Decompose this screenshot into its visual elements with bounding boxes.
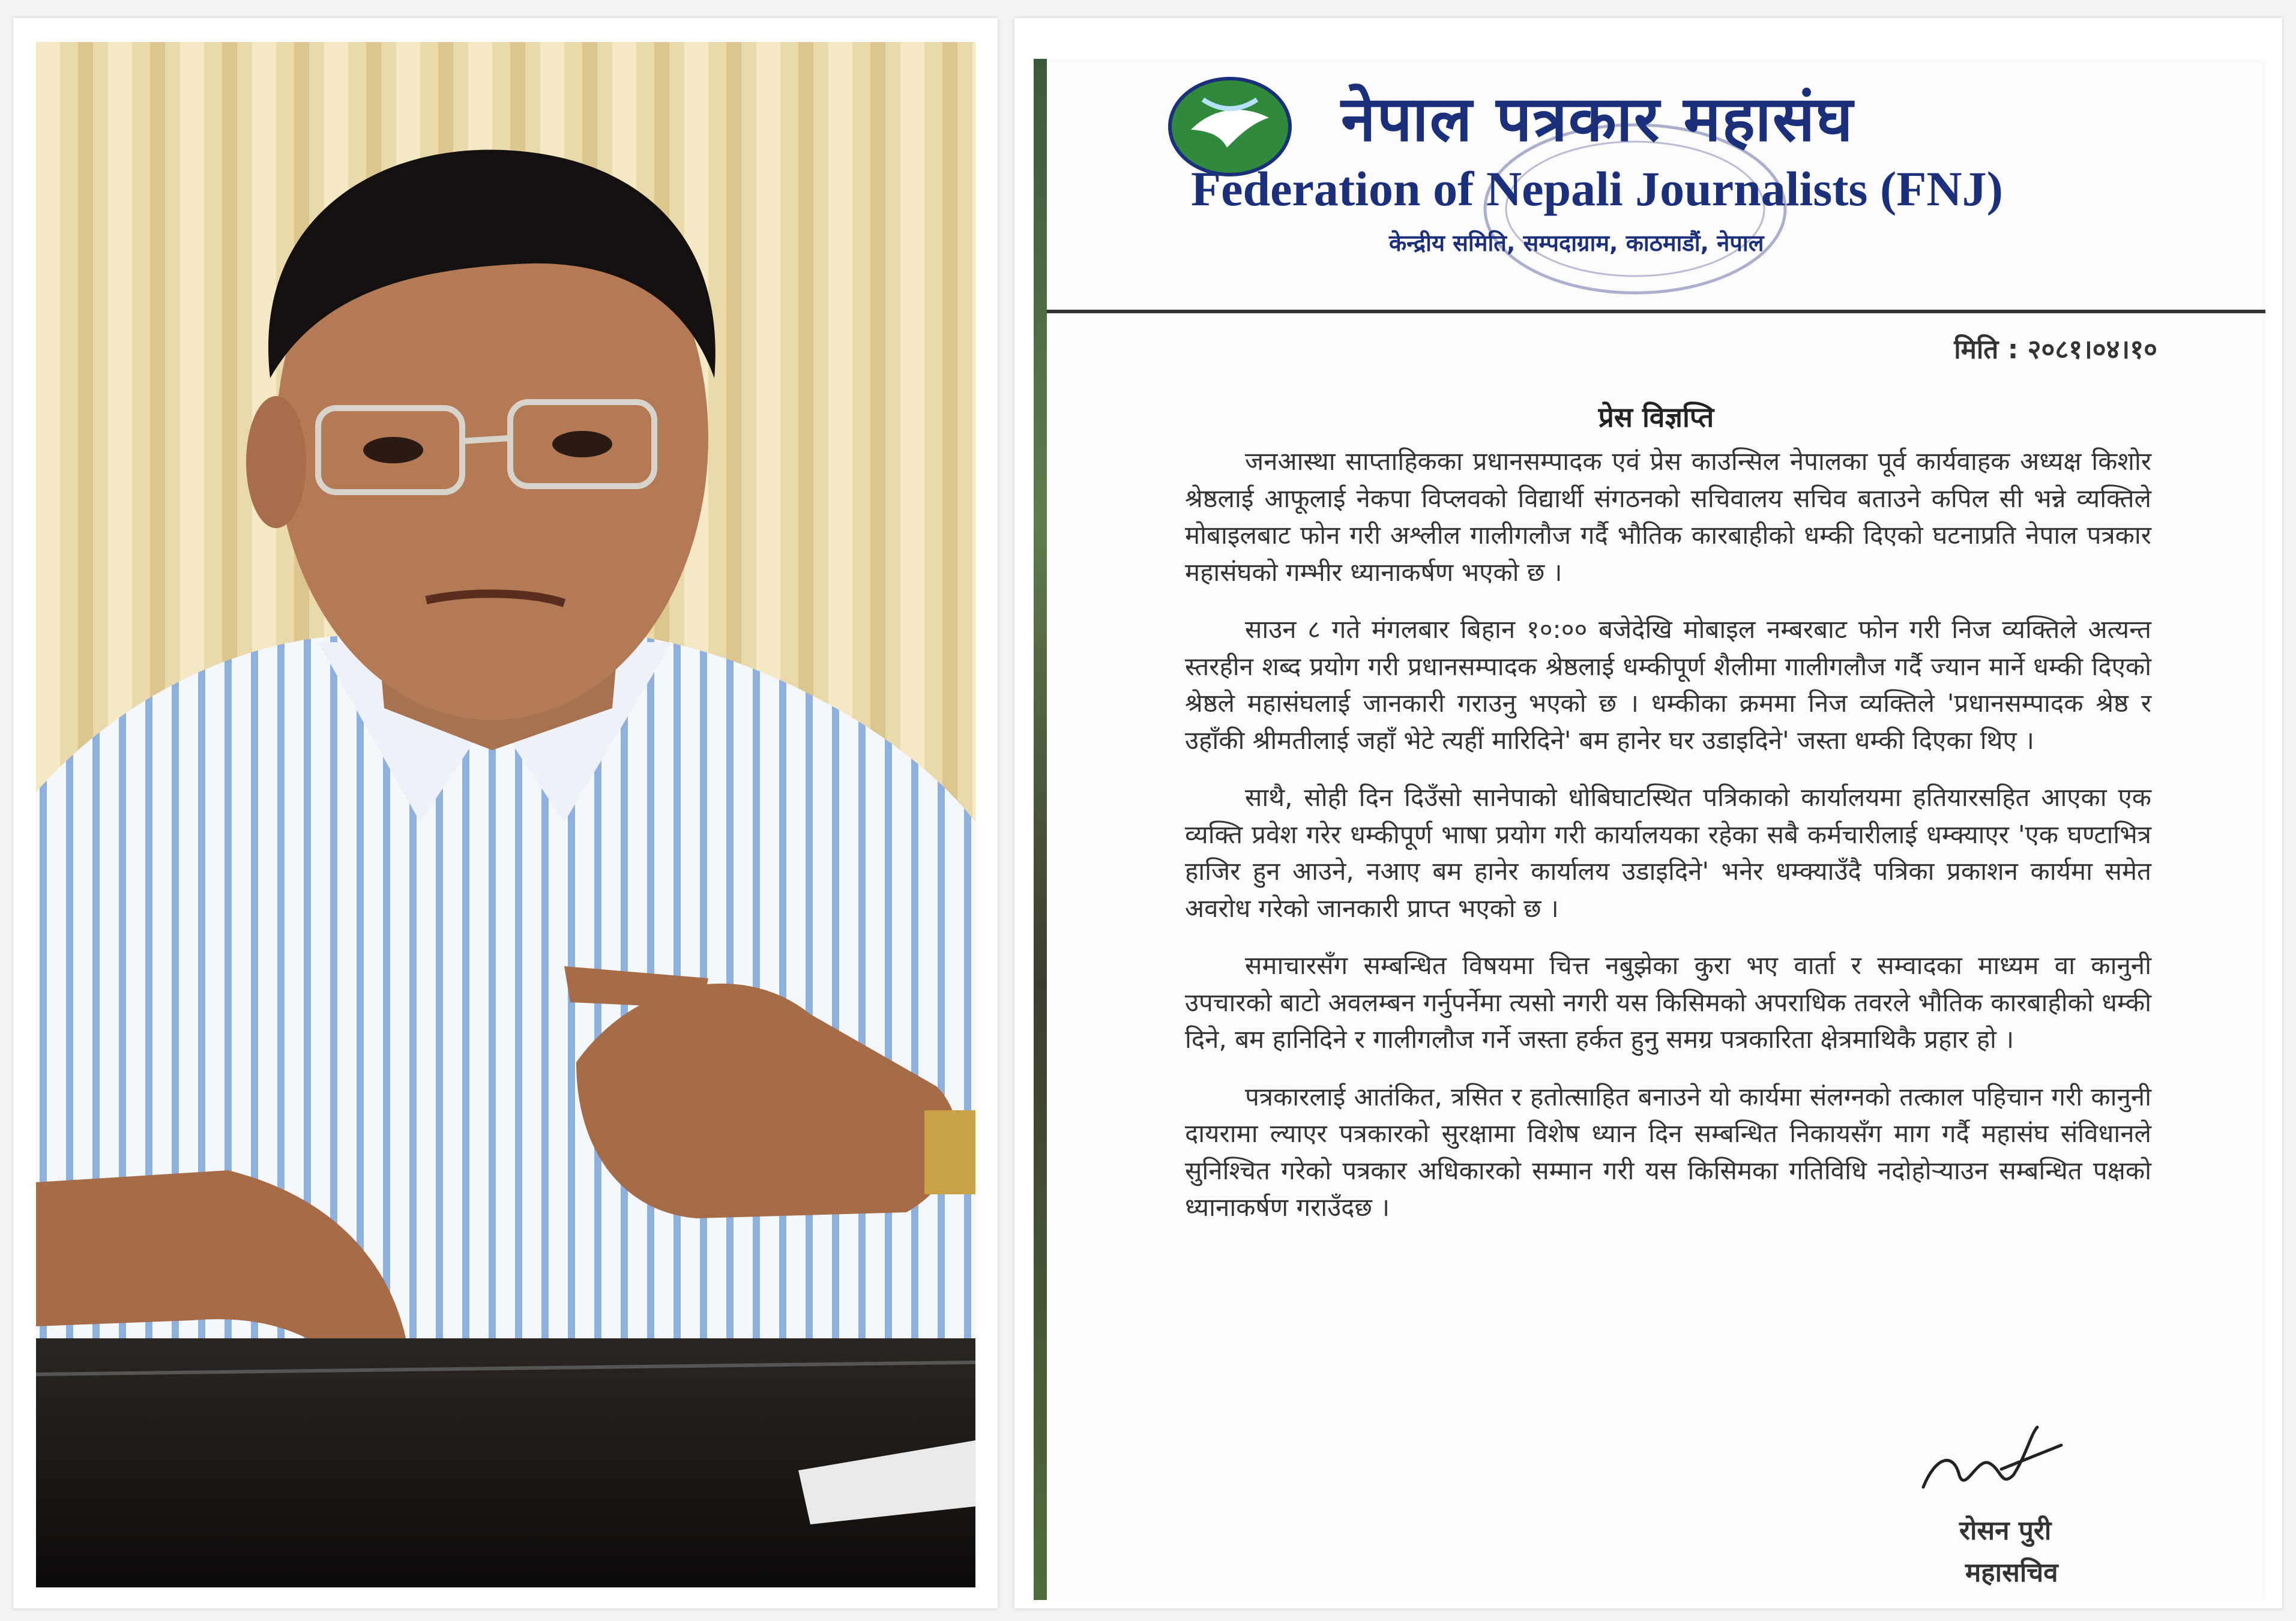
portrait-illustration bbox=[36, 42, 975, 1587]
document-date: मिति : २०८१।०४।१० bbox=[1954, 334, 2157, 365]
background-edge bbox=[1034, 59, 1047, 1600]
signatory-name: रोसन पुरी bbox=[1959, 1515, 2052, 1546]
letterhead-title-nepali: नेपाल पत्रकार महासंघ bbox=[1341, 82, 1854, 155]
body-paragraph: जनआस्था साप्ताहिकका प्रधानसम्पादक एवं प्रेस काउन्सिल नेपालका पूर्व कार्यवाहक अध्यक्ष किशोर श्रेष्ठलाई आफूलाई नेकपा विप्लवको विद्यार्थी संगठनको सचिवालय सचिव बताउने कपिल सी भन्ने व्यक्तिले मोबाइलबाट फोन गरी अश्लील गालीगलौज गर्दै भौतिक कारबाहीको धम्की दिएको घटनाप्रति नेपाल पत्रकार महासंघको गम्भीर ध्यानाकर्षण भएको छ । bbox=[1185, 447, 2151, 587]
photo-panel bbox=[13, 18, 998, 1608]
body-paragraph: साउन ८ गते मंगलबार बिहान १०:०० बजेदेखि मोबाइल नम्बरबाट फोन गरी निज व्यक्तिले अत्यन्त स्तरहीन शब्द प्रयोग गरी प्रधानसम्पादक श्रेष्ठलाई धम्कीपूर्ण शैलीमा गालीगलौज गर्दै ज्यान मार्ने धम्की दिएको श्रेष्ठले महासंघलाई जानकारी गराउनु भएको छ । धम्कीका क्रममा निज व्यक्तिले 'प्रधानसम्पादक श्रेष्ठ र उहाँकी श्रीमतीलाई जहाँ भेटे त्यहीं मारिदिने' बम हानेर घर उडाइदिने' जस्ता धम्की दिएका थिए । bbox=[1185, 615, 2151, 755]
document-heading: प्रेस विज्ञप्ति bbox=[1598, 401, 1714, 433]
letterhead-title-english: Federation of Nepali Journalists (FNJ) bbox=[1191, 161, 2003, 216]
document-body bbox=[1185, 443, 2151, 1247]
body-paragraph: पत्रकारलाई आतंकित, त्रसित र हतोत्साहित बनाउने यो कार्यमा संलग्नको तत्काल पहिचान गरी कानुनी दायरामा ल्याएर पत्रकारको सुरक्षामा विशेष ध्यान दिन सम्बन्धित निकायसँग माग गर्दै महासंघ संविधानले सुनिश्चित गरेको पत्रकार अधिकारको सम्मान गरी यस किसिमका गतिविधि नदोहोऱ्याउन सम्बन्धित पक्षको ध्यानाकर्षण गराउँदछ । bbox=[1185, 1081, 2151, 1222]
press-release-page bbox=[1047, 59, 2265, 1600]
handwritten-signature bbox=[1911, 1421, 2067, 1505]
header-divider bbox=[1047, 310, 2265, 313]
portrait-photo bbox=[36, 42, 975, 1587]
letterhead-address: केन्द्रीय समिति, सम्पदाग्राम, काठमाडौं, नेपाल bbox=[1389, 230, 1764, 256]
document-panel bbox=[1014, 18, 2282, 1608]
body-paragraph: समाचारसँग सम्बन्धित विषयमा चित्त नबुझेका कुरा भए वार्ता र सम्वादका माध्यम वा कानुनी उपचारको बाटो अवलम्बन गर्नुपर्नेमा त्यसो नगरी यस किसिमको अपराधिक तवरले भौतिक कारबाहीको धम्की दिने, बम हानिदिने र गालीगलौज गर्ने जस्ता हर्कत हुनु समग्र पत्रकारिता क्षेत्रमाथिकै प्रहार हो । bbox=[1185, 951, 2151, 1054]
signatory-title: महासचिव bbox=[1965, 1557, 2058, 1588]
body-paragraph: साथै, सोही दिन दिउँसो सानेपाको धोबिघाटस्थित पत्रिकाको कार्यालयमा हतियारसहित आएका एक व्यक्ति प्रवेश गरेर धम्कीपूर्ण भाषा प्रयोग गरी कार्यालयका रहेका सबै कर्मचारीलाई धम्क्याएर 'एक घण्टाभित्र हाजिर हुन आउने, नआए बम हानेर कार्यालय उडाइदिने' भनेर धम्क्याउँदै पत्रिका प्रकाशन कार्यमा समेत अवरोध गरेको जानकारी प्राप्त भएको छ । bbox=[1185, 783, 2151, 923]
